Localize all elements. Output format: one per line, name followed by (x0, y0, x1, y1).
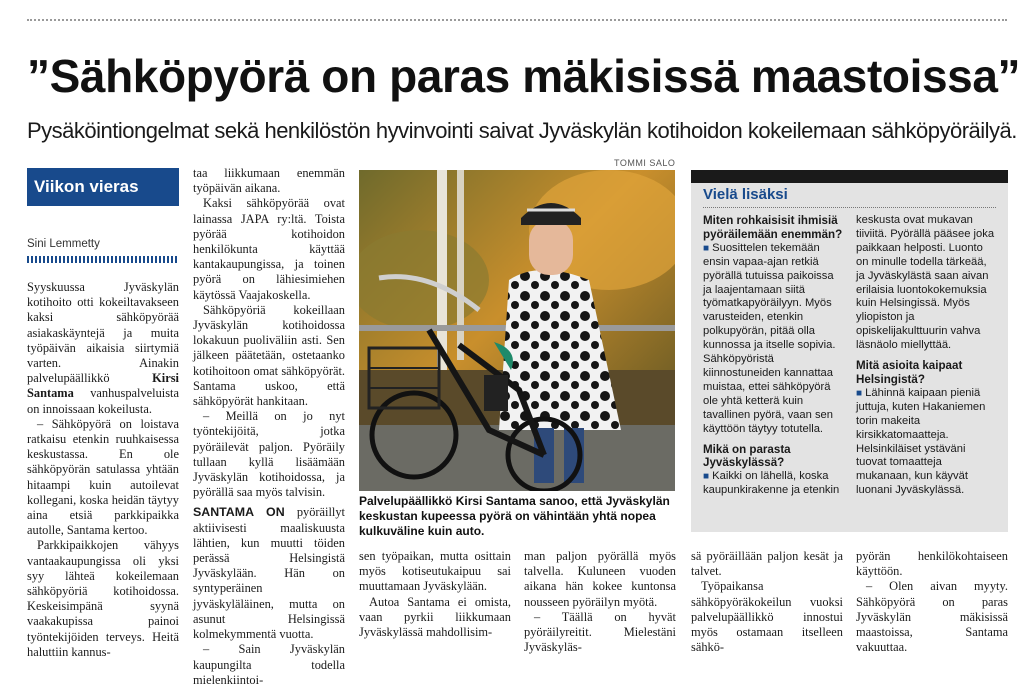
col5-p2: Työpaikansa sähköpyöräkokeilun vuoksi palvelupäällikkö innostui myös ostamaan itselleen sähkö- (691, 579, 843, 655)
col1-person-name: Kirsi Santama (27, 371, 179, 401)
column-4 (524, 549, 676, 655)
headline: ”Sähköpyörä on paras mäkisissä maastoissa” (27, 50, 1021, 102)
square-bullet-icon: ■ (856, 387, 863, 399)
col6-p2: – Olen aivan myyty. Sähköpyörä on paras Jyväskylän mäkisissä maastoissa, Santama vakuuttaa. (856, 579, 1008, 655)
col1-p1-tail: vanhuspalveluista on innoissaan kokeilusta. (27, 386, 179, 416)
column-6 (856, 549, 1008, 655)
cyclist-photo-illustration (359, 170, 675, 491)
column-2 (193, 166, 345, 688)
col2-p1: taa liikkumaan enemmän työpäivän aikana. (193, 166, 345, 196)
sidebar-column-2 (856, 214, 998, 498)
photo-caption: Palvelupäällikkö Kirsi Santama sanoo, että Jyväskylän keskustan kupeessa pyörä on vähintään yhtä nopea kulkuväline kuin auto. (359, 494, 670, 538)
col2-p5-text: pyöräillyt aktiivisesti maaliskuusta lähtien, kun muutti töiden perässä Helsingistä Jyväskylään. Hän on syntyperäinen jyväskyläläinen, mutta on asunut Helsingissä kolmekymmentä vuotta. (193, 505, 345, 642)
sidebar-question-3: Mitä asioita kaipaat Helsingistä? (856, 359, 963, 386)
top-rule (27, 19, 1007, 21)
column-1 (27, 280, 179, 660)
column-3 (359, 549, 511, 640)
sidebar-answer-2-continued: keskusta ovat mukavan tiiviitä. Pyörällä pääsee joka paikkaan helposti. Luonto on minulle todella tärkeää, ja Jyväskylästä saan aivan erilaisia luontokokemuksia kuin Helsingissä. Myös yliopiston ja opiskelijakulttuurin vahva läsnäolo miellyttää. (856, 214, 995, 352)
col2-lead-in: SANTAMA ON (193, 505, 285, 520)
sidebar-column-1 (703, 214, 844, 498)
col2-p4: – Meillä on jo nyt työntekijöitä, jotka pyöräilevät paljon. Pyöräily tullaan kyllä lisäämään Jyväskylän kotihoidossa, ja pyörällä saa myös talvisin. (193, 409, 345, 500)
col3-p1: sen työpaikan, mutta osittain myös kotiseutukaipuu sai muuttamaan Jyväskylään. (359, 549, 511, 594)
sidebar-answer-1: Suosittelen tekemään ensin vapaa-ajan retkiä pyörällä tutuissa paikoissa ja laajentamaan siitä työmatkapyöräilyyn. Myös varusteiden, etenkin polkupyörän, pitää olla kunnossa ja itselle sopivia. Sähköpyöristä kiinnostuneiden kannattaa muistaa, ettei sähköpyörä ole yhtä ketterä kuin tavallinen pyörä, vaan sen käyttöön täytyy totutella. (703, 241, 836, 435)
byline-dotted-rule (27, 256, 179, 263)
section-label: Viikon vieras (27, 168, 179, 206)
sidebar-question-2: Mikä on parasta Jyväskylässä? (703, 442, 791, 470)
col6-p1: pyörän henkilökohtaiseen käyttöön. (856, 549, 1008, 579)
sidebar-question-1: Miten rohkaisisit ihmisiä pyöräilemään enemmän? (703, 214, 843, 241)
col2-p2: Kaksi sähköpyörää ovat lainassa JAPA ry:ltä. Toista pyörää kotihoidon henkilökunta käyttää kantakaupungissa, ja toinen pyörä on lähiesimiehen käytössä Vaajakoskella. (193, 196, 345, 302)
byline: Sini Lemmetty (27, 238, 100, 250)
col5-p1: sä pyöräillään paljon kesät ja talvet. (691, 549, 843, 579)
col1-p1-text: Syyskuussa Jyväskylän kotihoito otti kokeiltavakseen kaksi sähköpyörää asiakaskäyntejä ja muita työpäivän aikaisia siirtymiä varten. Ainakin palvelupäällikkö (27, 280, 179, 386)
sidebar-answer-3: Lähinnä kaipaan pieniä juttuja, kuten Hakaniemen torin makeita kirsikkatomaatteja. Helsinkiläiset ystäväni tuovat tomaatteja mukanaan, kun käyvät luonani Jyväskylässä. (856, 386, 986, 497)
sidebar-answer-2: Kaikki on lähellä, koska kaupunkirakenne ja etenkin (703, 470, 840, 497)
sidebar-title: Vielä lisäksi (703, 186, 788, 203)
photo-credit: TOMMI SALO (614, 158, 676, 168)
sidebar-top-bar (691, 170, 1008, 183)
article-photo (359, 170, 675, 491)
col2-p3: Sähköpyöriä kokeillaan Jyväskylän kotihoidossa lokakuun puoliväliin asti. Sen jälkeen päätetään, ostetaanko kotihoitoon omat sähköpyörät. Santama uskoo, että sähköpyörät hankitaan. (193, 302, 345, 409)
sidebar-rule (703, 207, 996, 208)
square-bullet-icon: ■ (703, 471, 710, 483)
subheadline: Pysäköintiongelmat sekä henkilöstön hyvinvointi saivat Jyväskylän kotihoidon kokeilemaan sähköpyöräilyä. (27, 118, 1017, 143)
col4-p1: man paljon pyörällä myös talvella. Kuluneen vuoden aikana hän kokee kuntonsa nousseen pyöräilyn myötä. (524, 549, 676, 609)
col1-p2: – Sähköpyörä on loistava ratkaisu etenkin ruuhkaisessa keskustassa. En ole sähköpyörän satulassa yhtään hitaampi kuin autoilevat kollegani, koska heidän täytyy aina etsiä parkkipaikka autolle, Santama kertoo. (27, 416, 179, 538)
square-bullet-icon: ■ (703, 242, 710, 254)
column-5 (691, 549, 843, 655)
col1-p3: Parkkipaikkojen vähyys vantaakaupungissa oli yksi syy lähteä kokeilemaan sähköpyöriä kotihoidossa. Keskeisimpänä syynä vaakakupissa painoi työntekijöiden terveys. Heitä haluttiin kannus- (27, 538, 179, 659)
col4-p2: – Täällä on hyvät pyöräilyreitit. Mielestäni Jyväskyläs- (524, 609, 676, 655)
col3-p2: Autoa Santama ei omista, vaan pyrkii liikkumaan Jyväskylässä mahdollisim- (359, 594, 511, 640)
col2-p6: – Sain Jyväskylän kaupungilta todella mielenkiintoi- (193, 642, 345, 687)
